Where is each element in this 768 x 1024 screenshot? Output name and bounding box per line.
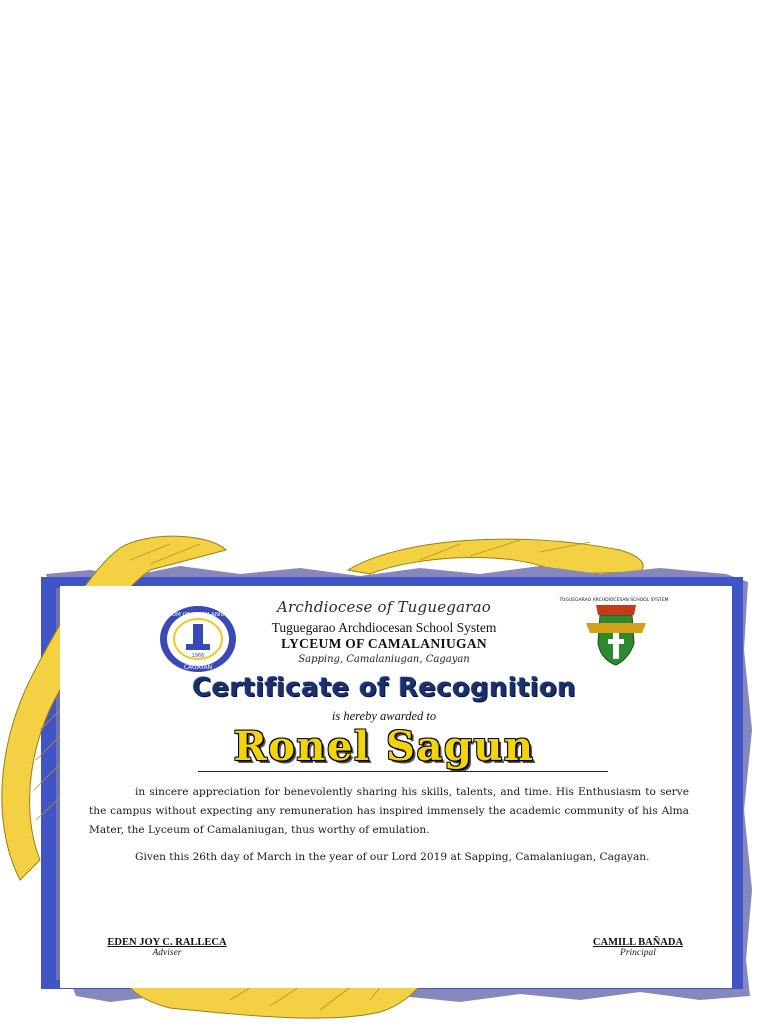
recipient-underline — [198, 771, 608, 772]
signature-principal — [573, 937, 703, 958]
awarded-text: is hereby awarded to — [331, 709, 437, 723]
adviser-role: Adviser — [152, 948, 182, 958]
adviser-name: EDEN JOY C. RALLECA — [107, 937, 227, 948]
diocese-name: Archdiocese of Tuguegarao — [277, 598, 491, 616]
given-date-paragraph: Given this 26th day of March in the year of our Lord 2019 at Sapping, Camalaniugan, Cagayan. — [135, 851, 650, 863]
certificate-title: Certificate of Recognition — [192, 673, 576, 703]
seal-year: 1966 — [191, 653, 205, 659]
signature-adviser — [97, 937, 237, 958]
principal-name: CAMILL BAÑADA — [592, 937, 684, 948]
school-address: Sapping, Camalaniugan, Cagayan — [298, 654, 470, 665]
recipient-name: Ronel Sagun — [233, 723, 535, 770]
seal-place: CAGAYAN — [183, 664, 213, 671]
appreciation-paragraph: in sincere appreciation for benevolently sharing his skills, talents, and time. His Enthusiasm to serve the campus without expecting any remuneration has inspired immensely the academic community of his Alma Mater, the Lyceum of Camalaniugan, thus worthy of emulation. — [89, 786, 689, 836]
seal-top-text: TUGUEGARAO ARCHDIOCESAN SCHOOL SYSTEM — [559, 598, 669, 603]
seal-top-text: LYCEUM OF CAMALANIUGAN — [159, 612, 237, 618]
school-name: LYCEUM OF CAMALANIUGAN — [281, 636, 487, 651]
principal-role: Principal — [620, 948, 656, 958]
ribbon-back-top-right — [348, 539, 643, 574]
school-system: Tuguegarao Archdiocesan School System — [271, 620, 497, 635]
certificate — [0, 530, 768, 1024]
